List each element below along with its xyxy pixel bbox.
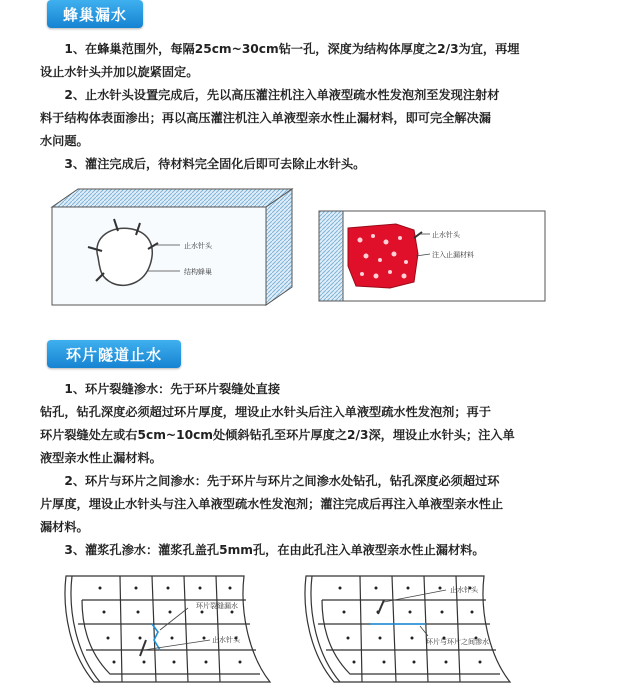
text-line: 3、灌注完成后，待材料完全固化后即可去除止水针头。 <box>40 157 366 171</box>
text-line: 1、在蜂巢范围外，每隔25cm~30cm钻一孔，深度为结构体厚度之2/3为宜，再埋 <box>40 42 520 56</box>
text-line: 环片裂缝处左或右5cm~10cm处倾斜钻孔至环片厚度之2/3深，埋设止水针头；注入单 <box>40 428 515 442</box>
label-needle: 止水针头 <box>432 231 460 239</box>
text-line: 水问题。 <box>40 134 89 148</box>
slab-top-face <box>52 189 292 207</box>
label-needle: 止水针头 <box>450 586 478 594</box>
label-crack: 环片裂缝漏水 <box>196 602 238 610</box>
text-line: 液型亲水性止漏材料。 <box>40 451 162 465</box>
label-honeycomb: 结构蜂巢 <box>184 268 212 276</box>
section-title-tunnel: 环片隧道止水 <box>47 340 181 368</box>
text-line: 漏材料。 <box>40 520 89 534</box>
text-line: 1、环片裂缝渗水：先于环片裂缝处直接 <box>40 382 281 396</box>
label-joint: 环片与环片之间渗水 <box>426 638 489 646</box>
text-line: 钻孔，钻孔深度必须超过环片厚度，埋设止水针头后注入单液型疏水性发泡剂；再于 <box>40 405 491 419</box>
tunnel-crack-figure <box>60 570 310 690</box>
tunnel-joint-figure <box>300 570 550 690</box>
label-needle: 止水针头 <box>212 636 240 644</box>
slab-side-face <box>266 189 292 305</box>
section-title-honeycomb: 蜂巢漏水 <box>47 0 143 28</box>
honeycomb-area <box>97 228 152 285</box>
slab-front-face <box>52 207 266 305</box>
text-line: 2、止水针头设置完成后，先以高压灌注机注入单液型疏水性发泡剂至发现注射材 <box>40 88 500 102</box>
text-line: 料于结构体表面渗出；再以高压灌注机注入单液型亲水性止漏材料，即可完全解决漏 <box>40 111 491 125</box>
text-line: 片厚度，埋设止水针头与注入单液型疏水性发泡剂；灌注完成后再注入单液型亲水性止 <box>40 497 504 511</box>
text-line: 3、灌浆孔渗水：灌浆孔盖孔5mm孔，在由此孔注入单液型亲水性止漏材料。 <box>40 543 485 557</box>
text-line: 设止水针头并加以旋紧固定。 <box>40 65 199 79</box>
wall-band <box>319 211 343 301</box>
label-material: 注入止漏材料 <box>432 251 474 259</box>
honeycomb-slab-figure <box>40 185 302 310</box>
text-line: 2、环片与环片之间渗水：先于环片与环片之间渗水处钻孔，钻孔深度必须超过环 <box>40 474 500 488</box>
label-needle: 止水针头 <box>184 242 212 250</box>
injected-material <box>348 224 418 288</box>
injection-section-figure <box>318 210 546 302</box>
